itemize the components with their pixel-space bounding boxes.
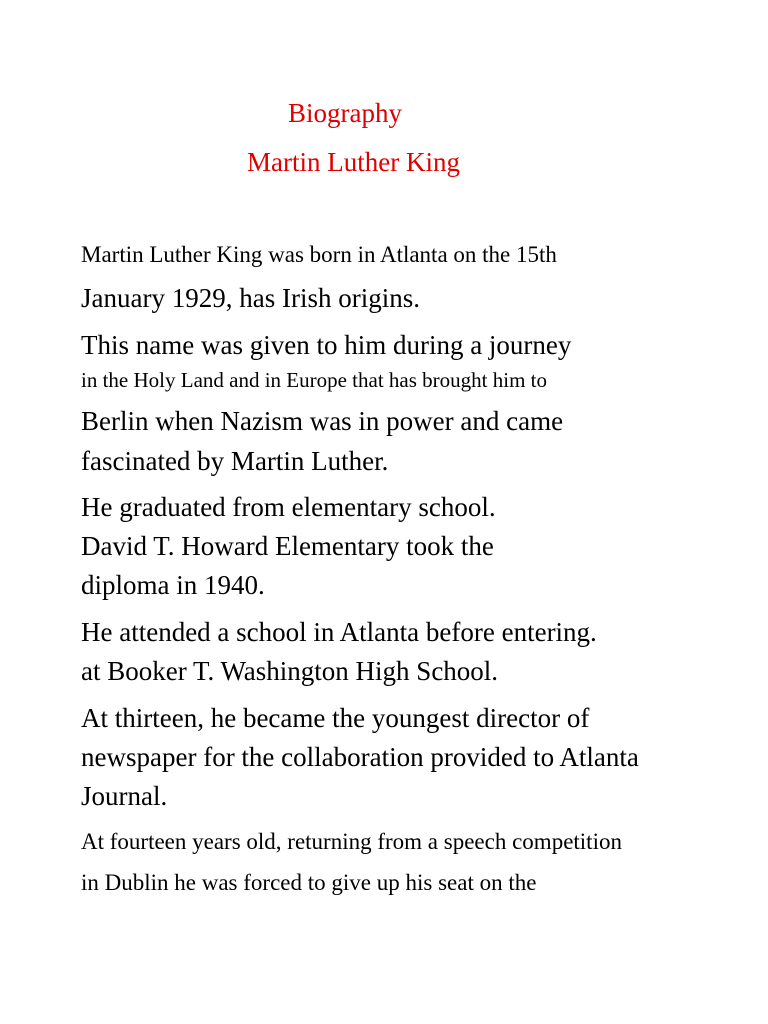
text-line-8: David T. Howard Elementary took the [81,531,494,561]
document-subtitle: Martin Luther King [247,147,460,177]
text-line-11: at Booker T. Washington High School. [81,656,499,686]
text-line-10: He attended a school in Atlanta before entering. [81,617,597,647]
text-line-15: At fourteen years old, returning from a speech competition [81,829,622,854]
text-line-4: in the Holy Land and in Europe that has brought him to [81,368,547,392]
document-title: Biography [288,98,402,128]
text-line-9: diploma in 1940. [81,570,265,600]
text-line-7: He graduated from elementary school. [81,492,496,522]
text-line-6: fascinated by Martin Luther. [81,446,389,476]
text-line-1: Martin Luther King was born in Atlanta on the 15th [81,242,557,267]
text-line-16: in Dublin he was forced to give up his seat on the [81,870,537,895]
text-line-5: Berlin when Nazism was in power and came [81,406,564,436]
text-line-14: Journal. [81,781,168,811]
text-line-2: January 1929, has Irish origins. [81,283,420,313]
text-line-3: This name was given to him during a journey [81,330,572,360]
text-line-12: At thirteen, he became the youngest director of [81,703,590,733]
text-line-13: newspaper for the collaboration provided to Atlanta [81,742,639,772]
